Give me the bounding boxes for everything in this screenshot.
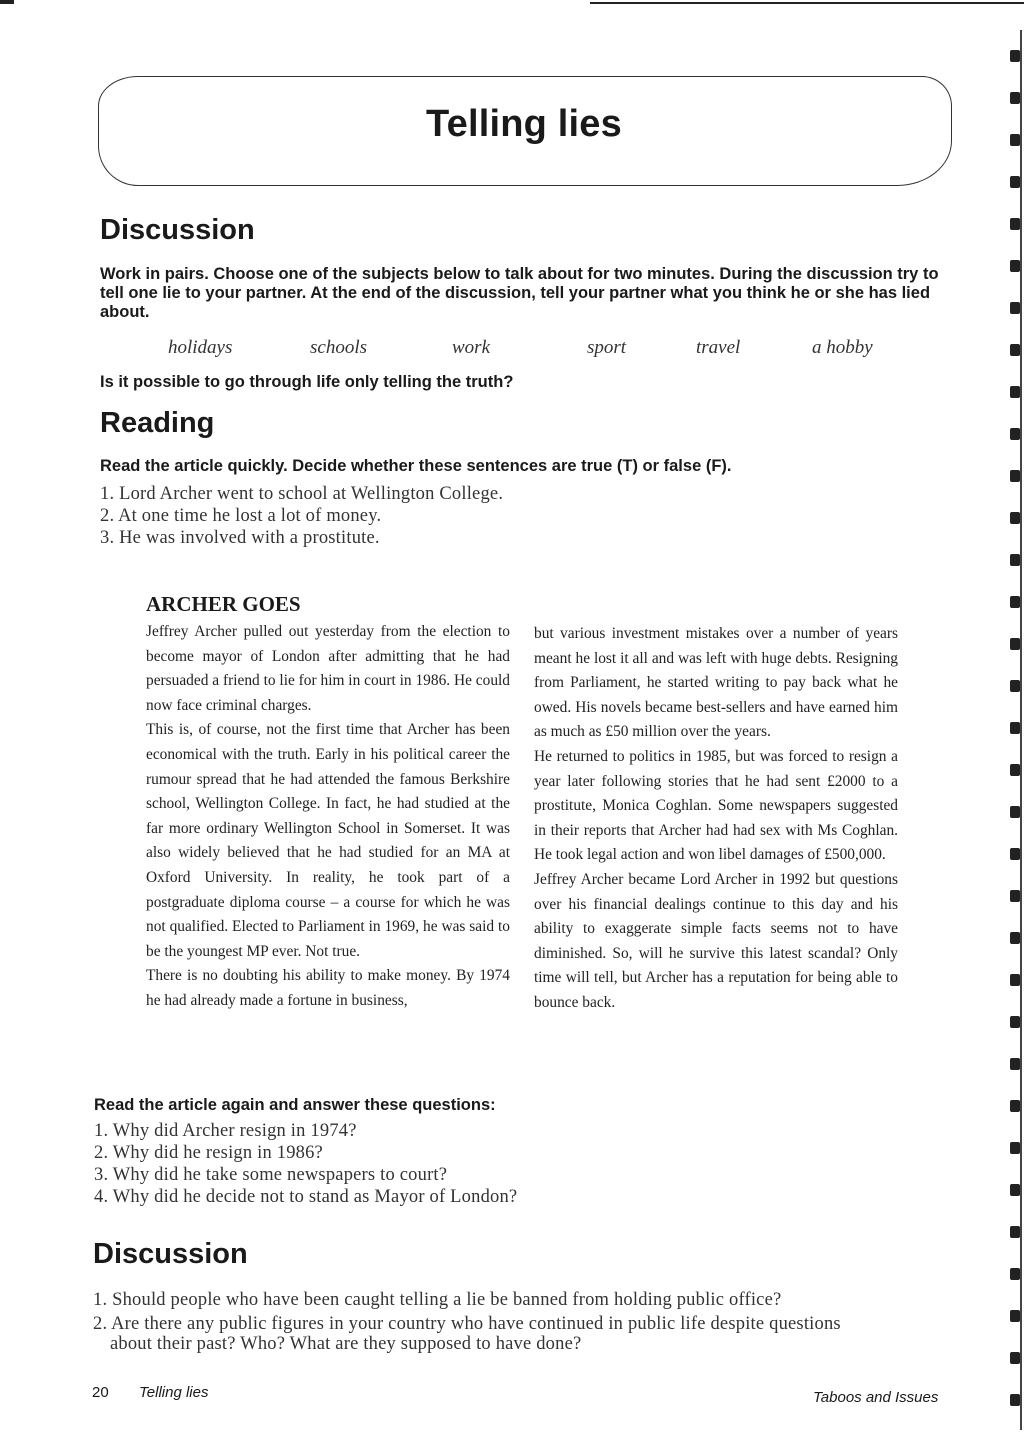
- binding-mark: [1010, 764, 1020, 776]
- binding-mark: [1010, 1310, 1020, 1322]
- binding-mark: [1010, 680, 1020, 692]
- binding-mark: [1010, 302, 1020, 314]
- discussion2-heading: Discussion: [93, 1238, 248, 1270]
- topic-item: schools: [310, 337, 367, 358]
- list-item: 1. Why did Archer resign in 1974?: [94, 1121, 357, 1141]
- top-rule: [590, 2, 1024, 4]
- binding-mark: [1010, 1268, 1020, 1280]
- list-item: 1. Should people who have been caught telling a lie be banned from holding public office?: [93, 1290, 782, 1310]
- binding-mark: [1010, 176, 1020, 188]
- binding-mark: [1010, 1184, 1020, 1196]
- binding-mark: [1010, 470, 1020, 482]
- binding-mark: [1010, 722, 1020, 734]
- binding-mark: [1010, 1352, 1020, 1364]
- binding-mark: [1010, 932, 1020, 944]
- binding-mark: [1010, 890, 1020, 902]
- page-number: 20: [92, 1384, 109, 1401]
- list-item: 4. Why did he decide not to stand as Mayor of London?: [94, 1187, 518, 1207]
- article-paragraph: Jeffrey Archer became Lord Archer in 1992 but questions over his financial dealings continue to this day and his ability to exaggerate simple facts seems not to have diminished. So, will he survive this latest scandal? Only time will tell, but Archer has a reputation for being able to bounce back.: [534, 870, 898, 1011]
- list-item: 2. Are there any public figures in your country who have continued in public life despite questions: [93, 1314, 841, 1334]
- binding-mark: [1010, 218, 1020, 230]
- reading-instruction: Read the article quickly. Decide whether these sentences are true (T) or false (F).: [100, 457, 732, 475]
- binding-edge: [1020, 30, 1022, 1430]
- binding-mark: [1010, 1058, 1020, 1070]
- topic-item: sport: [587, 337, 627, 358]
- discussion2-list: [93, 1290, 841, 1354]
- topic-item: holidays: [168, 337, 233, 358]
- article-paragraph: This is, of course, not the first time that Archer has been economical with the truth. Early in his political career the rumour spread that he had attended the famous Berkshire school, Wellington College. In fact, he had studied at the far more ordinary Wellington School in Somerset. It was also widely believed that he had studied for an MA at Oxford University. In reality, he took part of a postgraduate diploma course – a course for which he was not qualified. Elected to Parliament in 1969, he was said to be the youngest MP ever. Not true.: [146, 721, 510, 960]
- topic-item: travel: [696, 337, 741, 358]
- statement-list: [100, 484, 503, 548]
- question-list: [94, 1121, 517, 1207]
- article-paragraph: There is no doubting his ability to make money. By 1974 he had already made a fortune in business,: [146, 967, 510, 1009]
- binding-mark: [1010, 1016, 1020, 1028]
- list-item: 1. Lord Archer went to school at Wellington College.: [100, 484, 504, 504]
- binding-mark: [1010, 428, 1020, 440]
- binding-mark: [1010, 50, 1020, 62]
- binding-mark: [1010, 260, 1020, 272]
- binding-mark: [1010, 1394, 1020, 1406]
- binding-mark: [1010, 134, 1020, 146]
- article-column-right: [534, 622, 898, 1016]
- list-item: about their past? Who? What are they supposed to have done?: [110, 1334, 582, 1354]
- scan-corner-mark: [0, 0, 14, 4]
- spiral-binding: [1002, 30, 1024, 1430]
- footer-right-title: Taboos and Issues: [813, 1389, 939, 1406]
- questions-instruction: Read the article again and answer these questions:: [94, 1096, 496, 1114]
- binding-mark: [1010, 1142, 1020, 1154]
- footer-left-title: Telling lies: [139, 1384, 209, 1401]
- list-item: 2. At one time he lost a lot of money.: [100, 506, 382, 526]
- binding-mark: [1010, 806, 1020, 818]
- article-paragraph: but various investment mistakes over a number of years meant he lost it all and was left with huge debts. Resigning from Parliament, he started writing to pay back what he owed. His novels became best-sellers and have earned him as much as £50 million over the years.: [534, 625, 898, 741]
- topic-list: [100, 337, 960, 363]
- article-paragraph: Jeffrey Archer pulled out yesterday from the election to become mayor of London after admitting that he had persuaded a friend to lie for him in court in 1986. He could now face criminal charges.: [146, 623, 510, 714]
- list-item: 2. Why did he resign in 1986?: [94, 1143, 323, 1163]
- binding-mark: [1010, 1100, 1020, 1112]
- topic-item: a hobby: [812, 337, 873, 358]
- article-column-left: [146, 620, 510, 1014]
- article-paragraph: He returned to politics in 1985, but was forced to resign a year later following stories that he had sent £2000 to a prostitute, Monica Coghlan. Some newspapers suggested in their reports that Archer had had sex with Ms Coghlan. He took legal action and won libel damages of £500,000.: [534, 747, 898, 864]
- page-title: Telling lies: [426, 103, 622, 145]
- binding-mark: [1010, 596, 1020, 608]
- discussion-instruction: Work in pairs. Choose one of the subjects below to talk about for two minutes. During the discussion try to tell one lie to your partner. At the end of the discussion, tell your partner what you think he or she has lied about.: [100, 265, 939, 321]
- reading-heading: Reading: [100, 407, 215, 439]
- list-item: 3. Why did he take some newspapers to court?: [94, 1165, 448, 1185]
- topic-item: work: [452, 337, 490, 358]
- discussion-question: Is it possible to go through life only telling the truth?: [100, 373, 514, 391]
- list-item: 3. He was involved with a prostitute.: [100, 528, 380, 548]
- discussion-heading: Discussion: [100, 214, 255, 246]
- binding-mark: [1010, 638, 1020, 650]
- binding-mark: [1010, 512, 1020, 524]
- binding-mark: [1010, 848, 1020, 860]
- binding-mark: [1010, 1226, 1020, 1238]
- binding-mark: [1010, 92, 1020, 104]
- binding-mark: [1010, 344, 1020, 356]
- binding-mark: [1010, 554, 1020, 566]
- binding-mark: [1010, 974, 1020, 986]
- article-title: ARCHER GOES: [146, 592, 301, 616]
- binding-mark: [1010, 386, 1020, 398]
